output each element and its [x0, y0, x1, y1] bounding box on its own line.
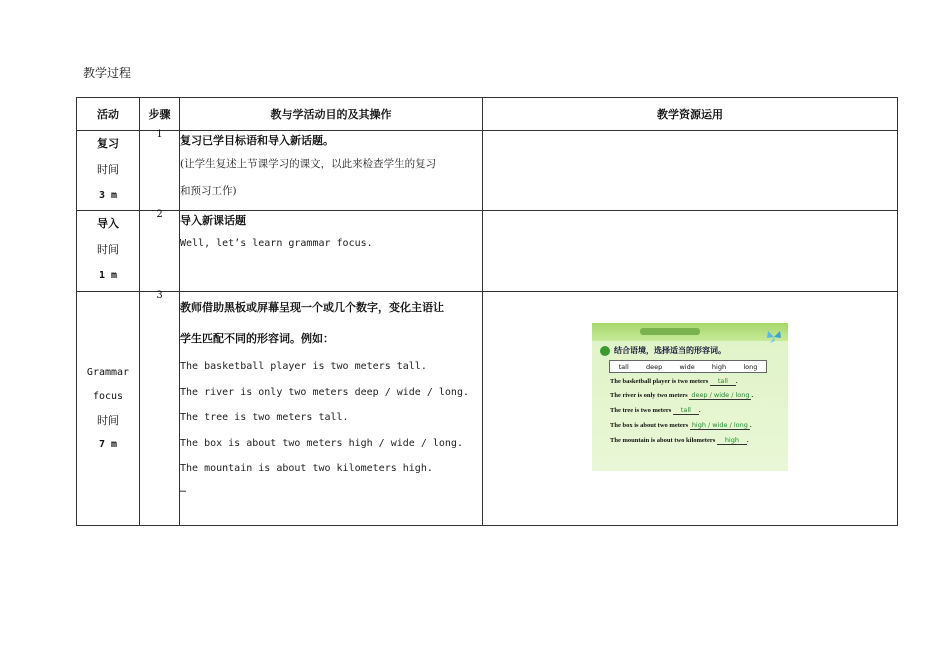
header-resources: 教学资源运用: [483, 98, 898, 131]
answer-blank: deep / wide / long: [691, 391, 750, 399]
butterfly-icon: [766, 329, 782, 345]
slide-top-bar: [592, 323, 788, 341]
activity-cell: [77, 292, 140, 526]
word-bank-item: wide: [679, 362, 695, 371]
activity-time-label: 时间: [97, 413, 119, 427]
example-sentence: The box is about two meters high / wide / long.: [180, 437, 463, 449]
word-bank-item: tall: [618, 362, 629, 371]
slide-thumbnail: [592, 323, 788, 471]
operation-title: 复习已学目标语和导入新话题。: [180, 134, 334, 147]
operations-cell: [180, 211, 483, 292]
slide-sentence: The box is about two meters high / wide / long .: [610, 421, 752, 429]
header-step: 步骤: [140, 98, 180, 131]
operation-note: (让学生复述上节课学习的课文，以此来检查学生的复习: [180, 158, 437, 170]
ellipsis: …: [180, 483, 187, 495]
operations-cell: [180, 292, 483, 526]
step-cell: [140, 211, 180, 292]
step-number: 3: [156, 290, 163, 301]
slide-title-bar: [640, 328, 700, 335]
word-bank-item: high: [711, 362, 727, 371]
page-heading: 教学过程: [83, 66, 132, 80]
step-number: 2: [156, 209, 163, 220]
activity-name: Grammar: [86, 366, 130, 378]
table-row: [77, 131, 898, 211]
activity-name: focus: [92, 390, 124, 402]
slide-instruction: 结合语境，选择适当的形容词。: [614, 346, 726, 355]
slide-sentence: The river is only two meters deep / wide / long .: [610, 391, 754, 399]
example-sentence: The river is only two meters deep / wide / long.: [180, 386, 469, 398]
answer-blank: tall: [710, 377, 736, 386]
resources-cell: [483, 211, 898, 292]
table-header-row: [77, 98, 898, 131]
operation-title: 学生匹配不同的形容词。例如：: [180, 332, 334, 345]
table-row: [77, 211, 898, 292]
step-cell: [140, 292, 180, 526]
answer-blank: high / wide / long: [691, 421, 748, 429]
activity-cell: [77, 211, 140, 292]
word-bank-item: long: [743, 362, 758, 371]
resources-cell: [483, 131, 898, 211]
operation-title: 教师借助黑板或屏幕呈现一个或几个数字，变化主语让: [180, 301, 444, 314]
activity-duration: 1 m: [98, 270, 118, 281]
activity-time-label: 时间: [97, 163, 119, 176]
example-sentence: The mountain is about two kilometers high.: [180, 463, 433, 474]
answer-blank: high: [717, 436, 747, 445]
activity-name: 复习: [97, 137, 119, 150]
activity-cell: [77, 131, 140, 211]
activity-name: 导入: [97, 217, 119, 230]
slide-sentence: The tree is two meters tall .: [610, 406, 701, 414]
header-activity: 活动: [77, 98, 140, 131]
slide-sentence: The basketball player is two meters tall .: [610, 377, 738, 385]
slide-sentence: The mountain is about two kilometers high .: [610, 436, 749, 444]
operation-note: 和预习工作): [180, 185, 237, 197]
step-number: 1: [156, 129, 163, 140]
answer-blank: tall: [673, 406, 699, 415]
operation-line: Well, let’s learn grammar focus.: [180, 238, 373, 249]
header-operations: 教与学活动目的及其操作: [180, 98, 483, 131]
activity-time-label: 时间: [97, 243, 119, 256]
word-bank-item: deep: [645, 362, 663, 371]
example-sentence: The basketball player is two meters tall.: [180, 361, 427, 372]
operations-cell: [180, 131, 483, 211]
operation-title: 导入新课话题: [180, 214, 246, 227]
word-bank: [609, 360, 767, 373]
example-sentence: The tree is two meters tall.: [180, 412, 349, 423]
activity-duration: 7 m: [98, 438, 118, 450]
activity-duration: 3 m: [98, 190, 118, 201]
step-cell: [140, 131, 180, 211]
bullet-icon: [600, 346, 610, 356]
